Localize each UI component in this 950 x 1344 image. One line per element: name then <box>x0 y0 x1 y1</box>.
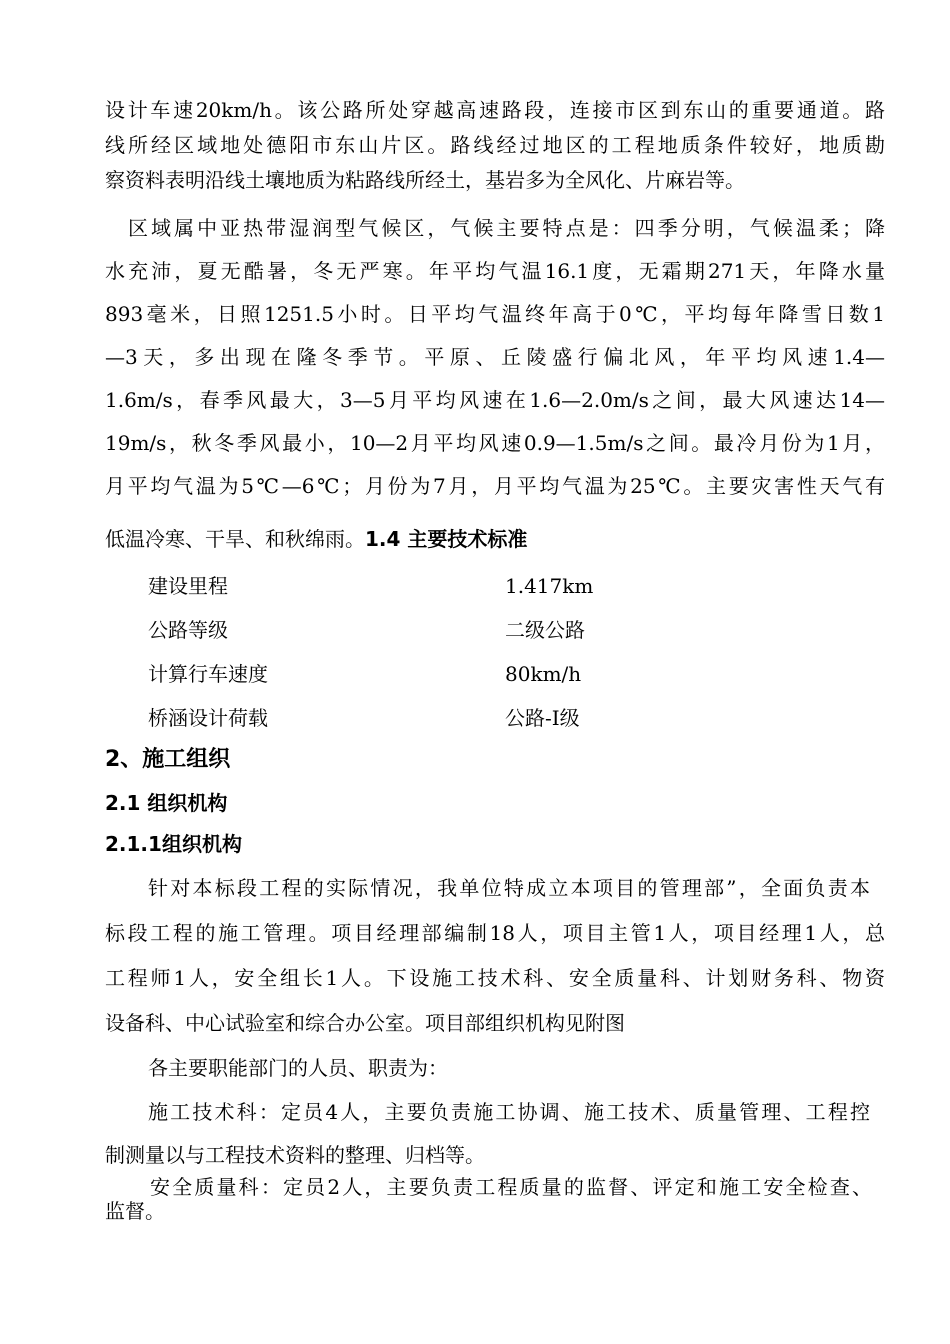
spec-label: 公路等级 <box>148 618 228 642</box>
paragraph-line: 19m/s，秋冬季风最小，10—2月平均风速0.9—1.5m/s之间。最冷月份为1月， <box>105 431 885 455</box>
paragraph-line: 月平均气温为5℃—6℃；月份为7月，月平均气温为25℃。主要灾害性天气有 <box>105 474 885 498</box>
paragraph-line: 监督。 <box>105 1199 165 1223</box>
paragraph-line <box>105 524 885 554</box>
paragraph-line: 针对本标段工程的实际情况，我单位特成立本项目的管理部”，全面负责本 <box>148 876 870 900</box>
section-heading-2-1: 2.1 组织机构 <box>105 791 228 815</box>
paragraph-line: 设计车速20km/h。该公路所处穿越高速路段，连接市区到东山的重要通道。路 <box>105 98 885 122</box>
paragraph-line: 893毫米，日照1251.5小时。日平均气温终年高于0℃，平均每年降雪日数1 <box>105 302 885 326</box>
paragraph-line: 制测量以与工程技术资料的整理、归档等。 <box>105 1143 485 1167</box>
paragraph-line: 各主要职能部门的人员、职责为： <box>148 1056 448 1080</box>
paragraph-line: 安全质量科：定员2人，主要负责工程质量的监督、评定和施工安全检查、 <box>150 1175 872 1199</box>
section-heading-1-4: 1.4 主要技术标准 <box>365 527 528 551</box>
paragraph-line: 区域属中亚热带湿润型气候区，气候主要特点是：四季分明，气候温柔；降 <box>128 216 885 240</box>
paragraph-line: 水充沛，夏无酷暑，冬无严寒。年平均气温16.1度，无霜期271天，年降水量 <box>105 259 885 283</box>
paragraph-line: 工程师1人，安全组长1人。下设施工技术科、安全质量科、计划财务科、物资 <box>105 966 885 990</box>
paragraph-line: 1.6m/s，春季风最大，3—5月平均风速在1.6—2.0m/s之间，最大风速达14— <box>105 388 885 412</box>
spec-value: 公路-Ⅰ级 <box>505 706 580 730</box>
paragraph-line: 施工技术科：定员4人，主要负责施工协调、施工技术、质量管理、工程控 <box>148 1100 870 1124</box>
section-heading-2-1-1: 2.1.1组织机构 <box>105 832 242 856</box>
section-heading-2: 2、施工组织 <box>105 747 231 772</box>
spec-label: 建设里程 <box>148 574 228 598</box>
spec-value: 1.417km <box>505 574 594 598</box>
spec-label: 计算行车速度 <box>148 662 268 686</box>
spec-label: 桥涵设计荷载 <box>148 706 268 730</box>
spec-value: 80km/h <box>505 662 582 686</box>
paragraph-line: 线所经区域地处德阳市东山片区。路线经过地区的工程地质条件较好，地质勘 <box>105 133 885 157</box>
spec-value: 二级公路 <box>505 618 585 642</box>
paragraph-line: 设备科、中心试验室和综合办公室。项目部组织机构见附图 <box>105 1011 625 1035</box>
paragraph-line: 标段工程的施工管理。项目经理部编制18人，项目主管1人，项目经理1人，总 <box>105 921 885 945</box>
paragraph-line: 察资料表明沿线土壤地质为粘路线所经土，基岩多为全风化、片麻岩等。 <box>105 168 745 192</box>
paragraph-text: 低温冷寒、干旱、和秋绵雨。 <box>105 527 365 551</box>
paragraph-line: —3天，多出现在隆冬季节。平原、丘陵盛行偏北风，年平均风速1.4— <box>105 345 885 369</box>
